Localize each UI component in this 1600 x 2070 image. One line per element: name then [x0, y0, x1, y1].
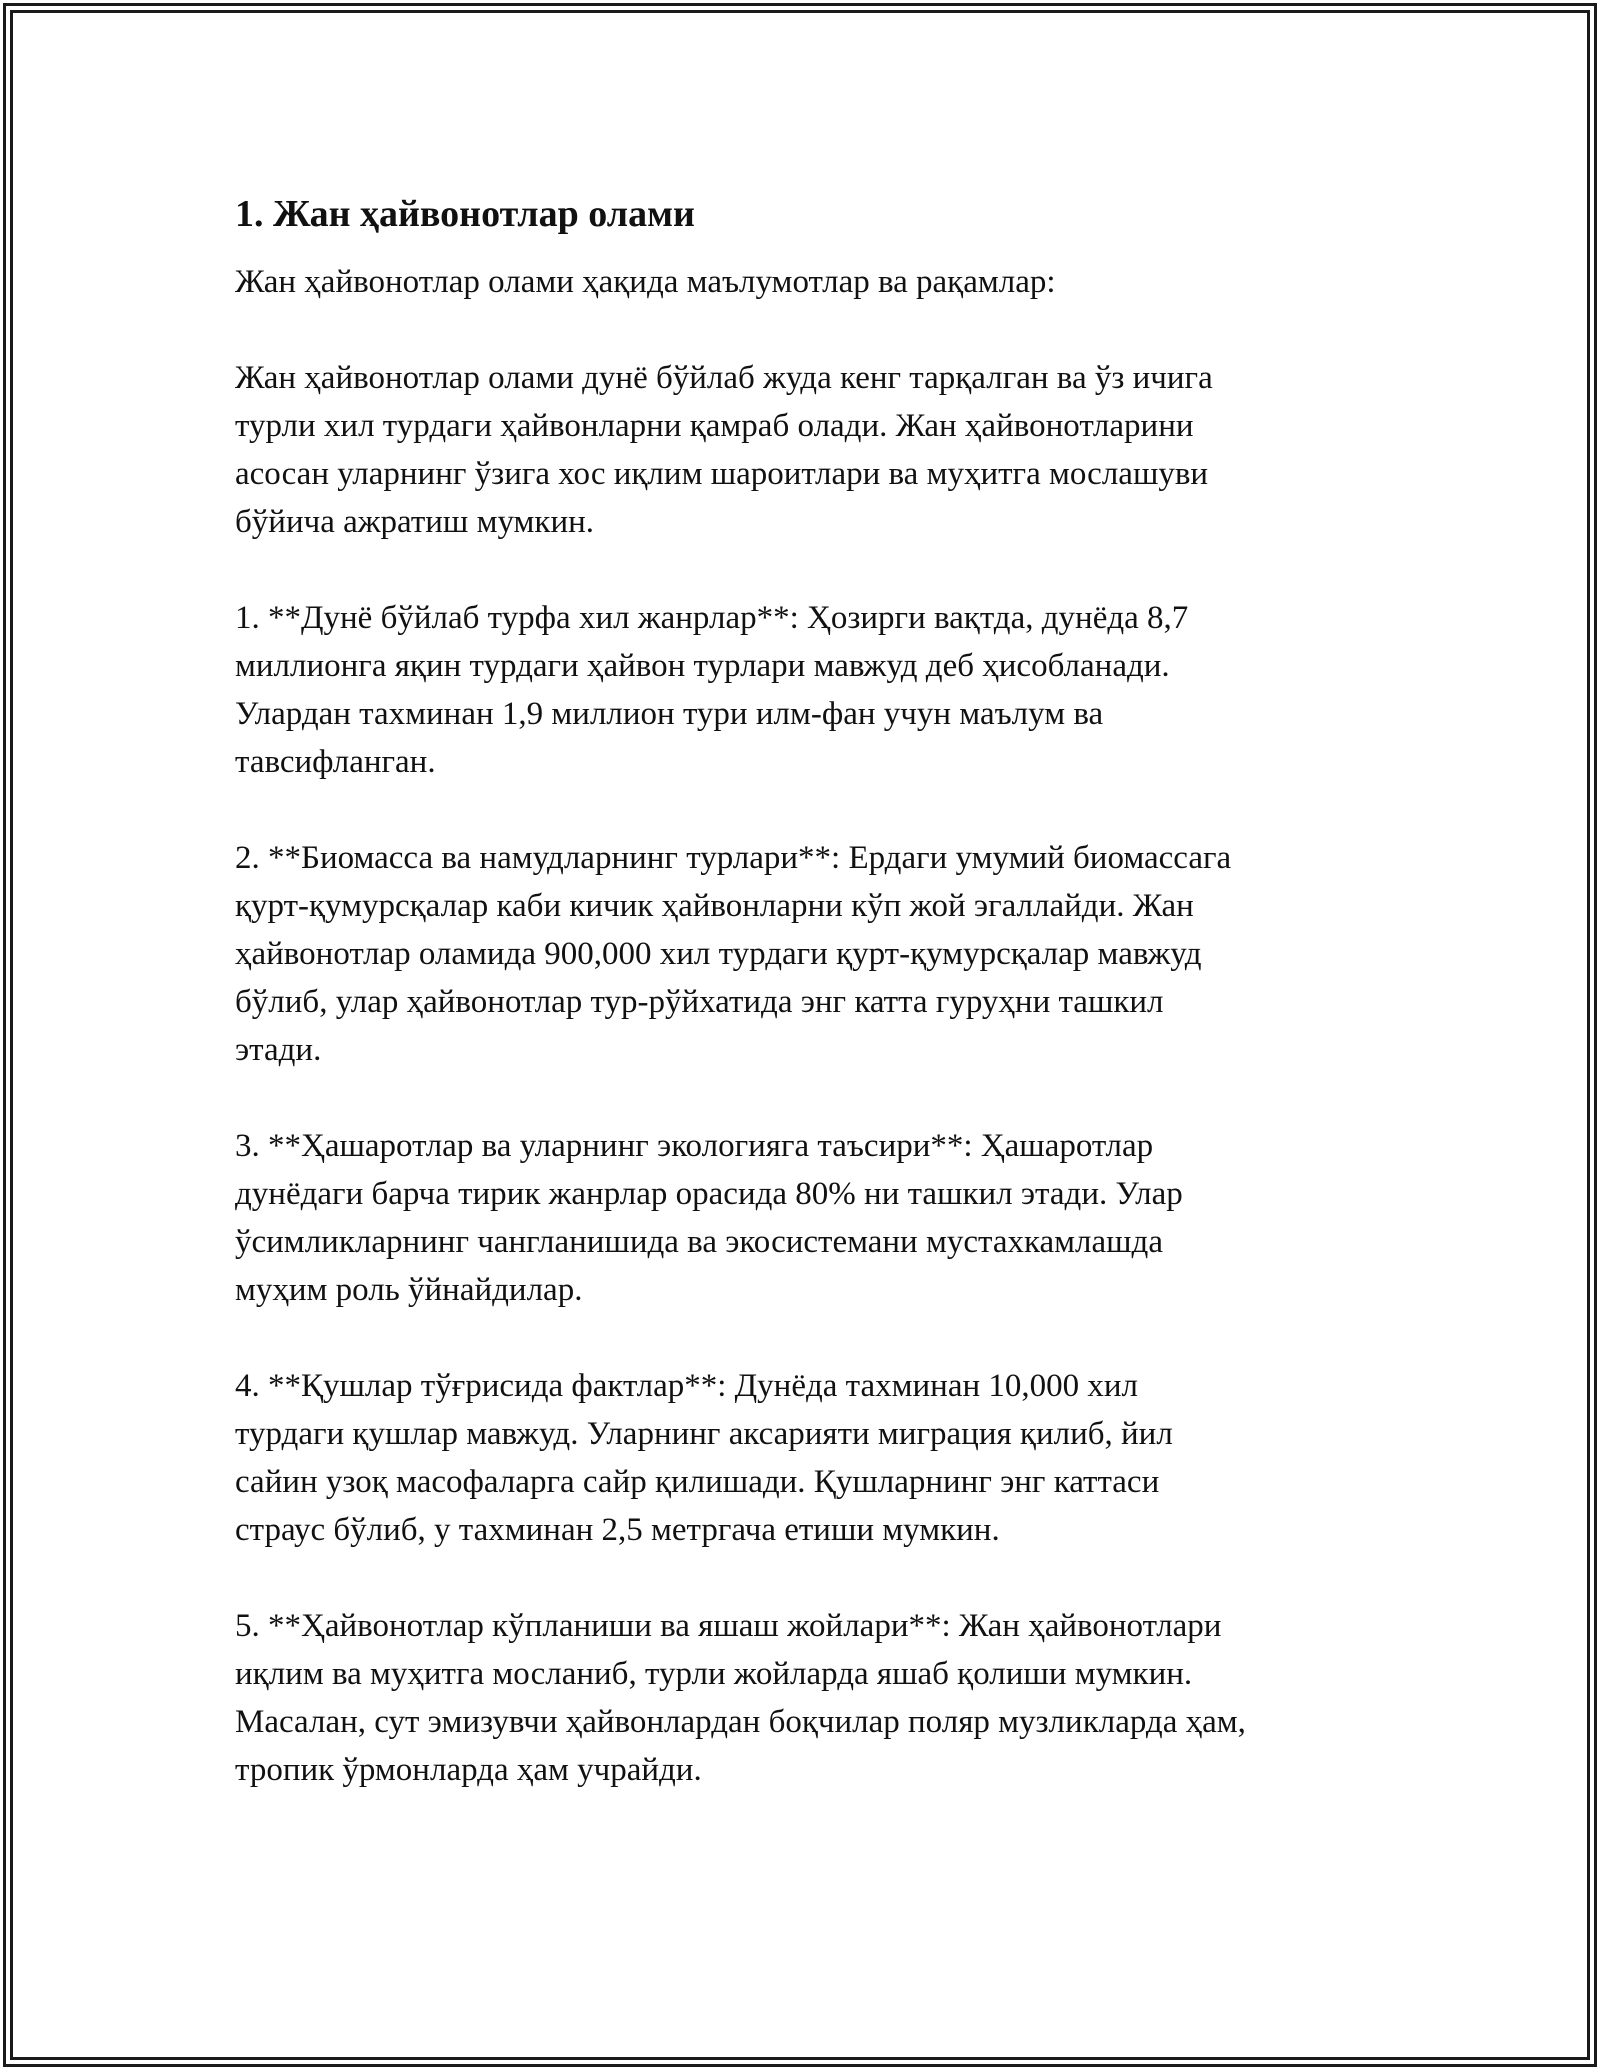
fact-paragraph-4: 4. **Қушлар тўғрисида фактлар**: Дунёда тахминан 10,000 хил турдаги қушлар мавжуд. Уларнинг аксарияти миграция қилиб, йил сайин узоқ масофаларга сайр қилишади. Қушларнинг энг каттаси страус бўлиб, у тахминан 2,5 метргача етиши мумкин. [235, 1368, 1173, 1548]
document-body [235, 190, 1375, 1842]
fact-paragraph-2: 2. **Биомасса ва намудларнинг турлари**: Ердаги умумий биомассага қурт-қумурсқалар каби кичик ҳайвонларни кўп жой эгаллайди. Жан ҳайвонотлар оламида 900,000 хил турдаги қурт-қумурсқалар мавжуд бўлиб, улар ҳайвонотлар тур-рўйхатида энг катта гуруҳни ташкил этади. [235, 840, 1232, 1068]
overview-paragraph: Жан ҳайвонотлар олами дунё бўйлаб жуда кенг тарқалган ва ўз ичига турли хил турдаги ҳайвонларни қамраб олади. Жан ҳайвонотларини асосан уларнинг ўзига хос иқлим шароитлари ва муҳитга мослашуви бўйича ажратиш мумкин. [235, 360, 1213, 540]
document-title: 1. Жан ҳайвонотлар олами [235, 193, 695, 235]
fact-paragraph-1: 1. **Дунё бўйлаб турфа хил жанрлар**: Ҳозирги вақтда, дунёда 8,7 миллионга яқин турдаги ҳайвон турлари мавжуд деб ҳисобланади. Улардан тахминан 1,9 миллион тури илм-фан учун маълум ва тавсифланган. [235, 600, 1189, 780]
fact-paragraph-5: 5. **Ҳайвонотлар кўпланиши ва яшаш жойлари**: Жан ҳайвонотлари иқлим ва муҳитга мосланиб, турли жойларда яшаб қолиши мумкин. Масалан, сут эмизувчи ҳайвонлардан боқчилар поляр музликларда ҳам, тропик ўрмонларда ҳам учрайди. [235, 1608, 1246, 1788]
intro-line: Жан ҳайвонотлар олами ҳақида маълумотлар ва рақамлар: [235, 264, 1056, 300]
fact-paragraph-3: 3. **Ҳашаротлар ва уларнинг экологияга таъсири**: Ҳашаротлар дунёдаги барча тирик жанрлар орасида 80% ни ташкил этади. Улар ўсимликларнинг чангланишида ва экосистемани мустахкамлашда муҳим роль ўйнайдилар. [235, 1128, 1183, 1308]
